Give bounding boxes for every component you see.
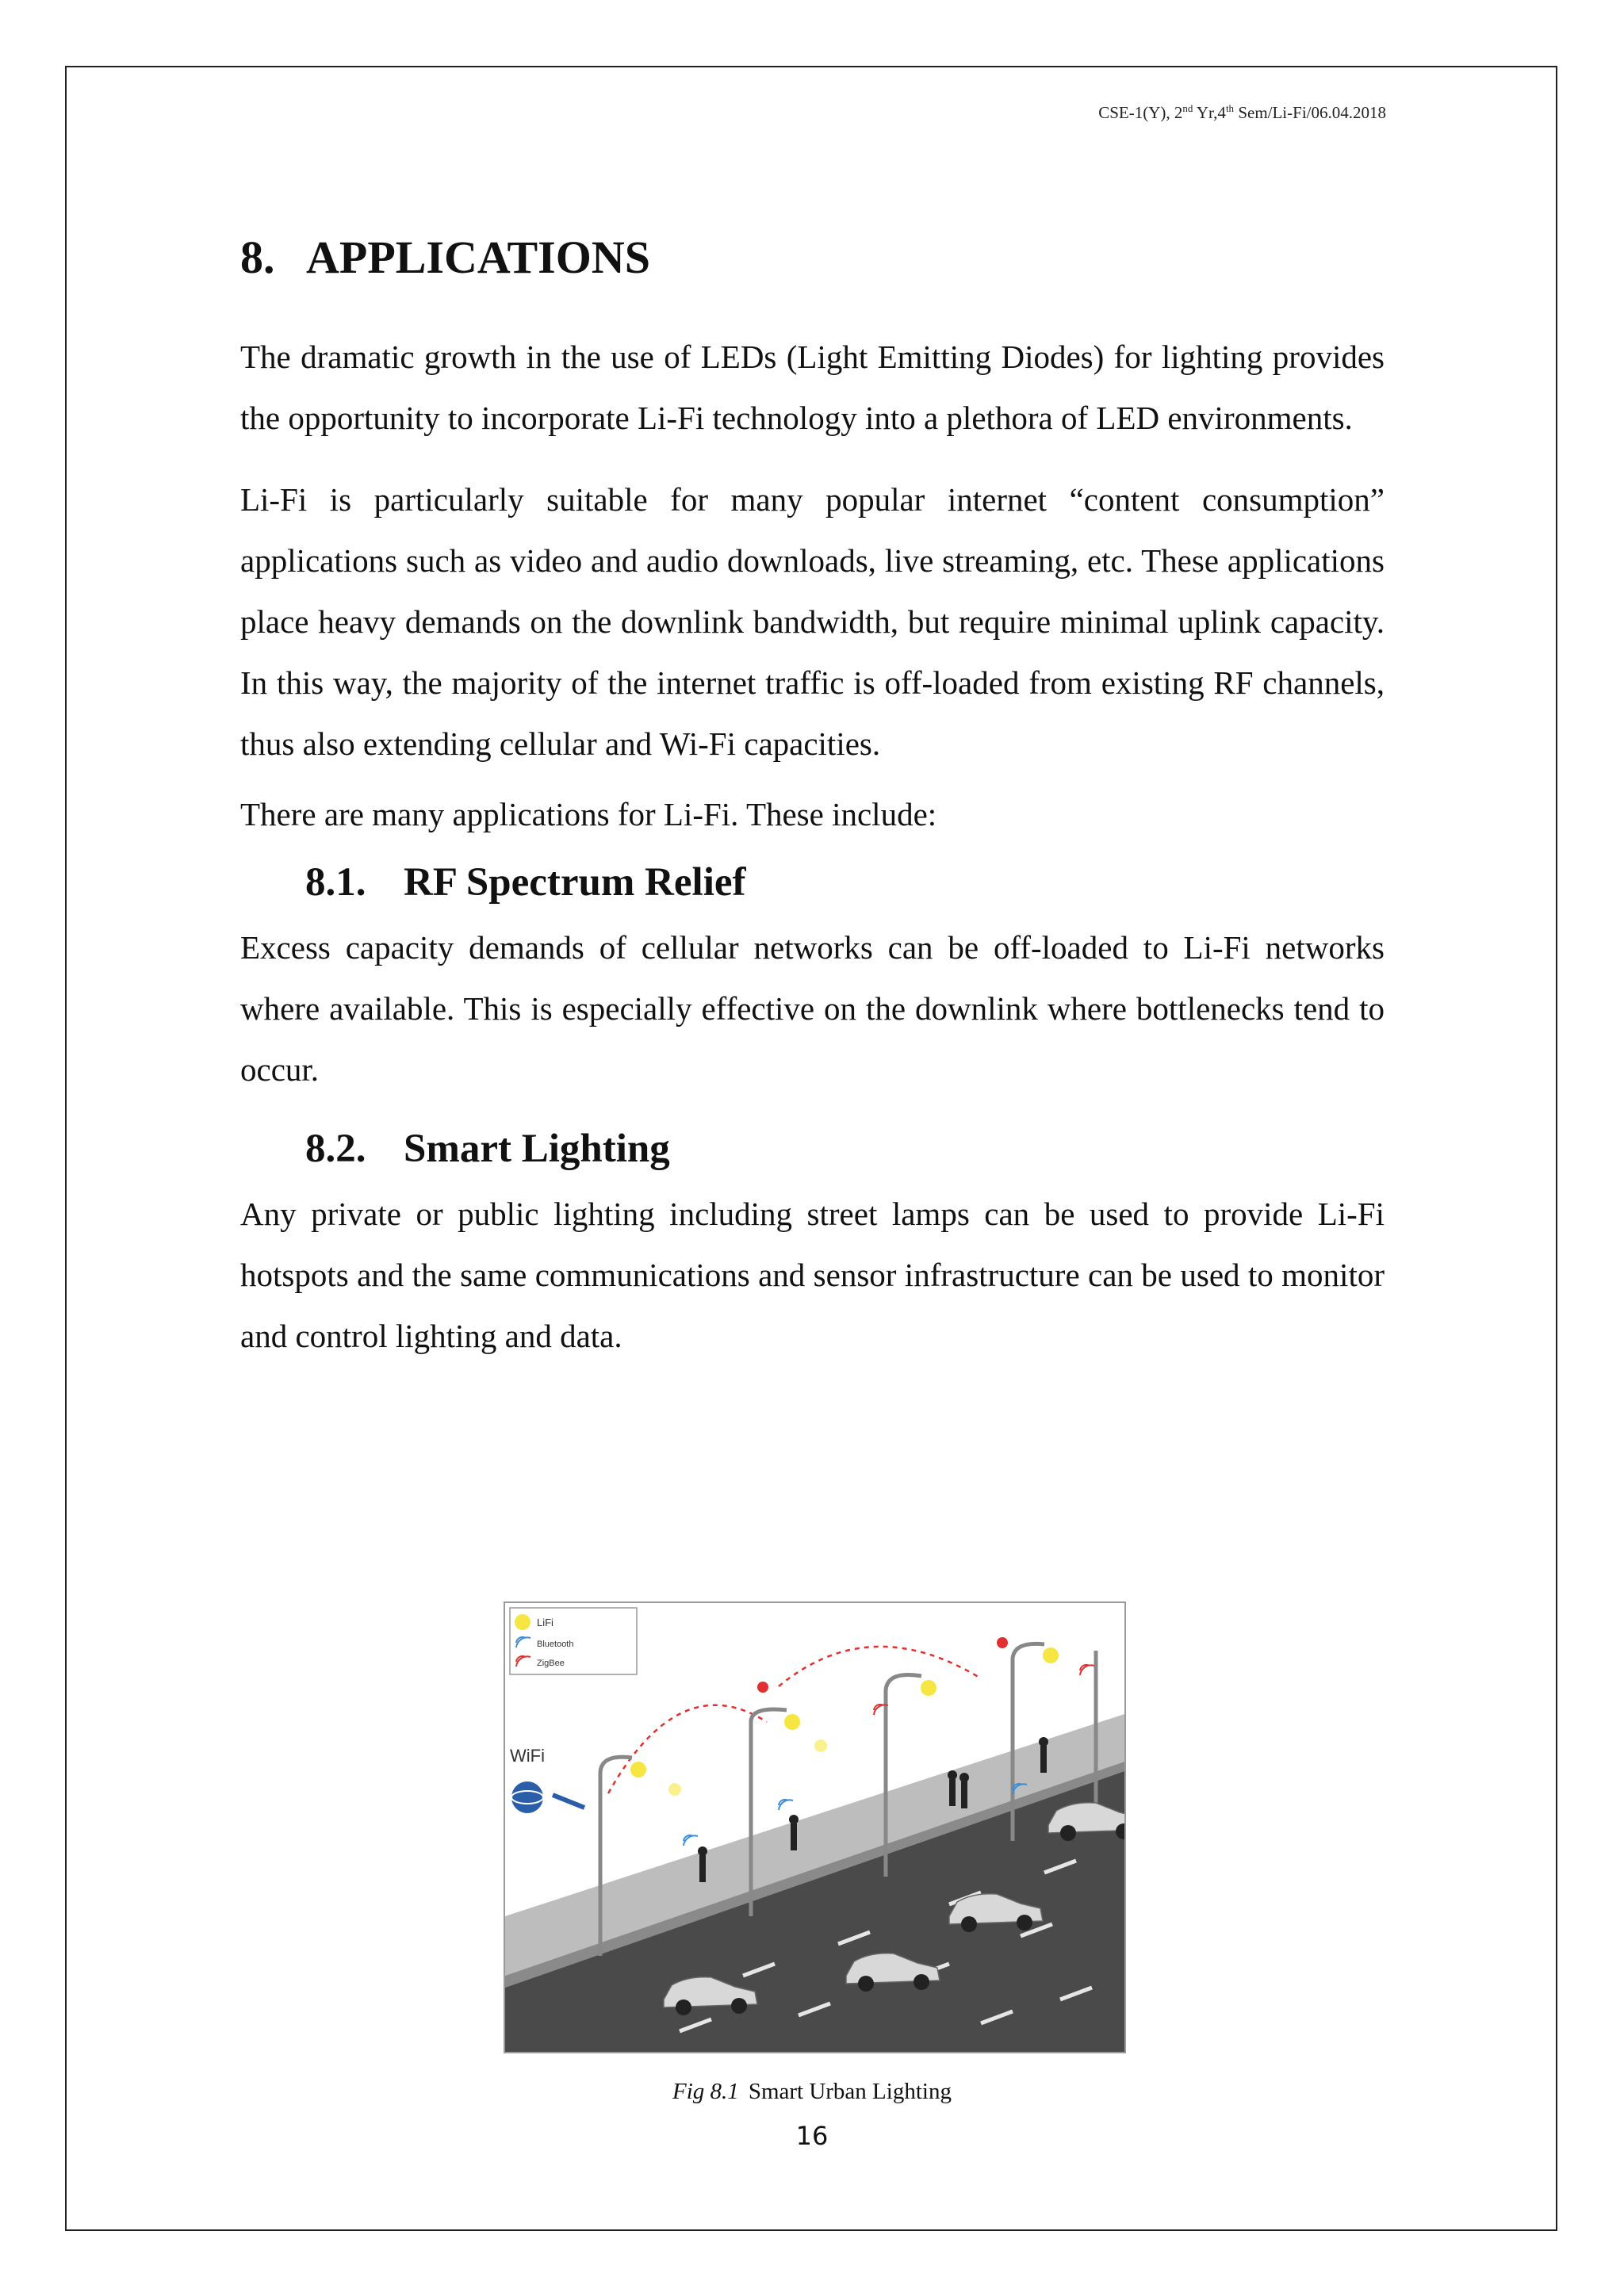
intro-paragraph-3: There are many applications for Li-Fi. These include:	[240, 795, 937, 832]
smart-lighting-figure	[504, 1601, 1126, 2053]
wifi-globe-icon	[511, 1781, 543, 1813]
page-content	[240, 230, 1385, 1387]
figure-caption	[0, 2079, 1624, 2105]
section-title: APPLICATIONS	[306, 232, 650, 283]
legend-zigbee: ZigBee	[537, 1659, 565, 1668]
section-number: 8.	[240, 232, 275, 283]
subsection-heading-8-1	[305, 855, 1385, 911]
subsection-title: RF Spectrum Relief	[404, 859, 746, 905]
page-number: 16	[795, 2121, 829, 2151]
subsection-heading-8-2	[305, 1121, 1385, 1177]
intro-paragraph-1: The dramatic growth in the use of LEDs (Light Emitting Diodes) for lighting provides the opportunity to incorporate Li-Fi technology into a plethora of LED environments.	[240, 338, 1385, 436]
subsection-number: 8.2.	[305, 1126, 366, 1171]
subsection-paragraph-8-2: Any private or public lighting including street lamps can be used to provide Li-Fi hotspots and the same communications and sensor infrastructure can be used to monitor and control lighting and data.	[240, 1196, 1385, 1355]
subsection-number: 8.1.	[305, 859, 366, 905]
running-header: CSE-1(Y), 2nd Yr,4th Sem/Li-Fi/06.04.2018	[1098, 102, 1386, 122]
figure-caption-text: Smart Urban Lighting	[748, 2079, 952, 2104]
figure-legend	[510, 1608, 637, 1674]
subsection-title: Smart Lighting	[404, 1126, 670, 1171]
subsection-paragraph-8-1: Excess capacity demands of cellular networks can be off-loaded to Li-Fi networks where available. This is especially effective on the downlink where bottlenecks tend to occur.	[240, 928, 1385, 1088]
figure-number: Fig 8.1	[672, 2079, 739, 2104]
wifi-label: WiFi	[510, 1746, 545, 1766]
legend-bluetooth: Bluetooth	[537, 1640, 574, 1649]
intro-paragraph-2: Li-Fi is particularly suitable for many popular internet “content consumption” applications such as video and audio downloads, live streaming, etc. These applications place heavy demands on the downlink bandwidth, but require minimal uplink capacity. In this way, the majority of the internet traffic is off-loaded from existing RF channels, thus also extending cellular and Wi-Fi capacities.	[240, 480, 1385, 762]
section-heading	[240, 230, 1385, 285]
legend-lifi: LiFi	[537, 1617, 553, 1628]
street-illustration	[505, 1603, 1124, 2052]
